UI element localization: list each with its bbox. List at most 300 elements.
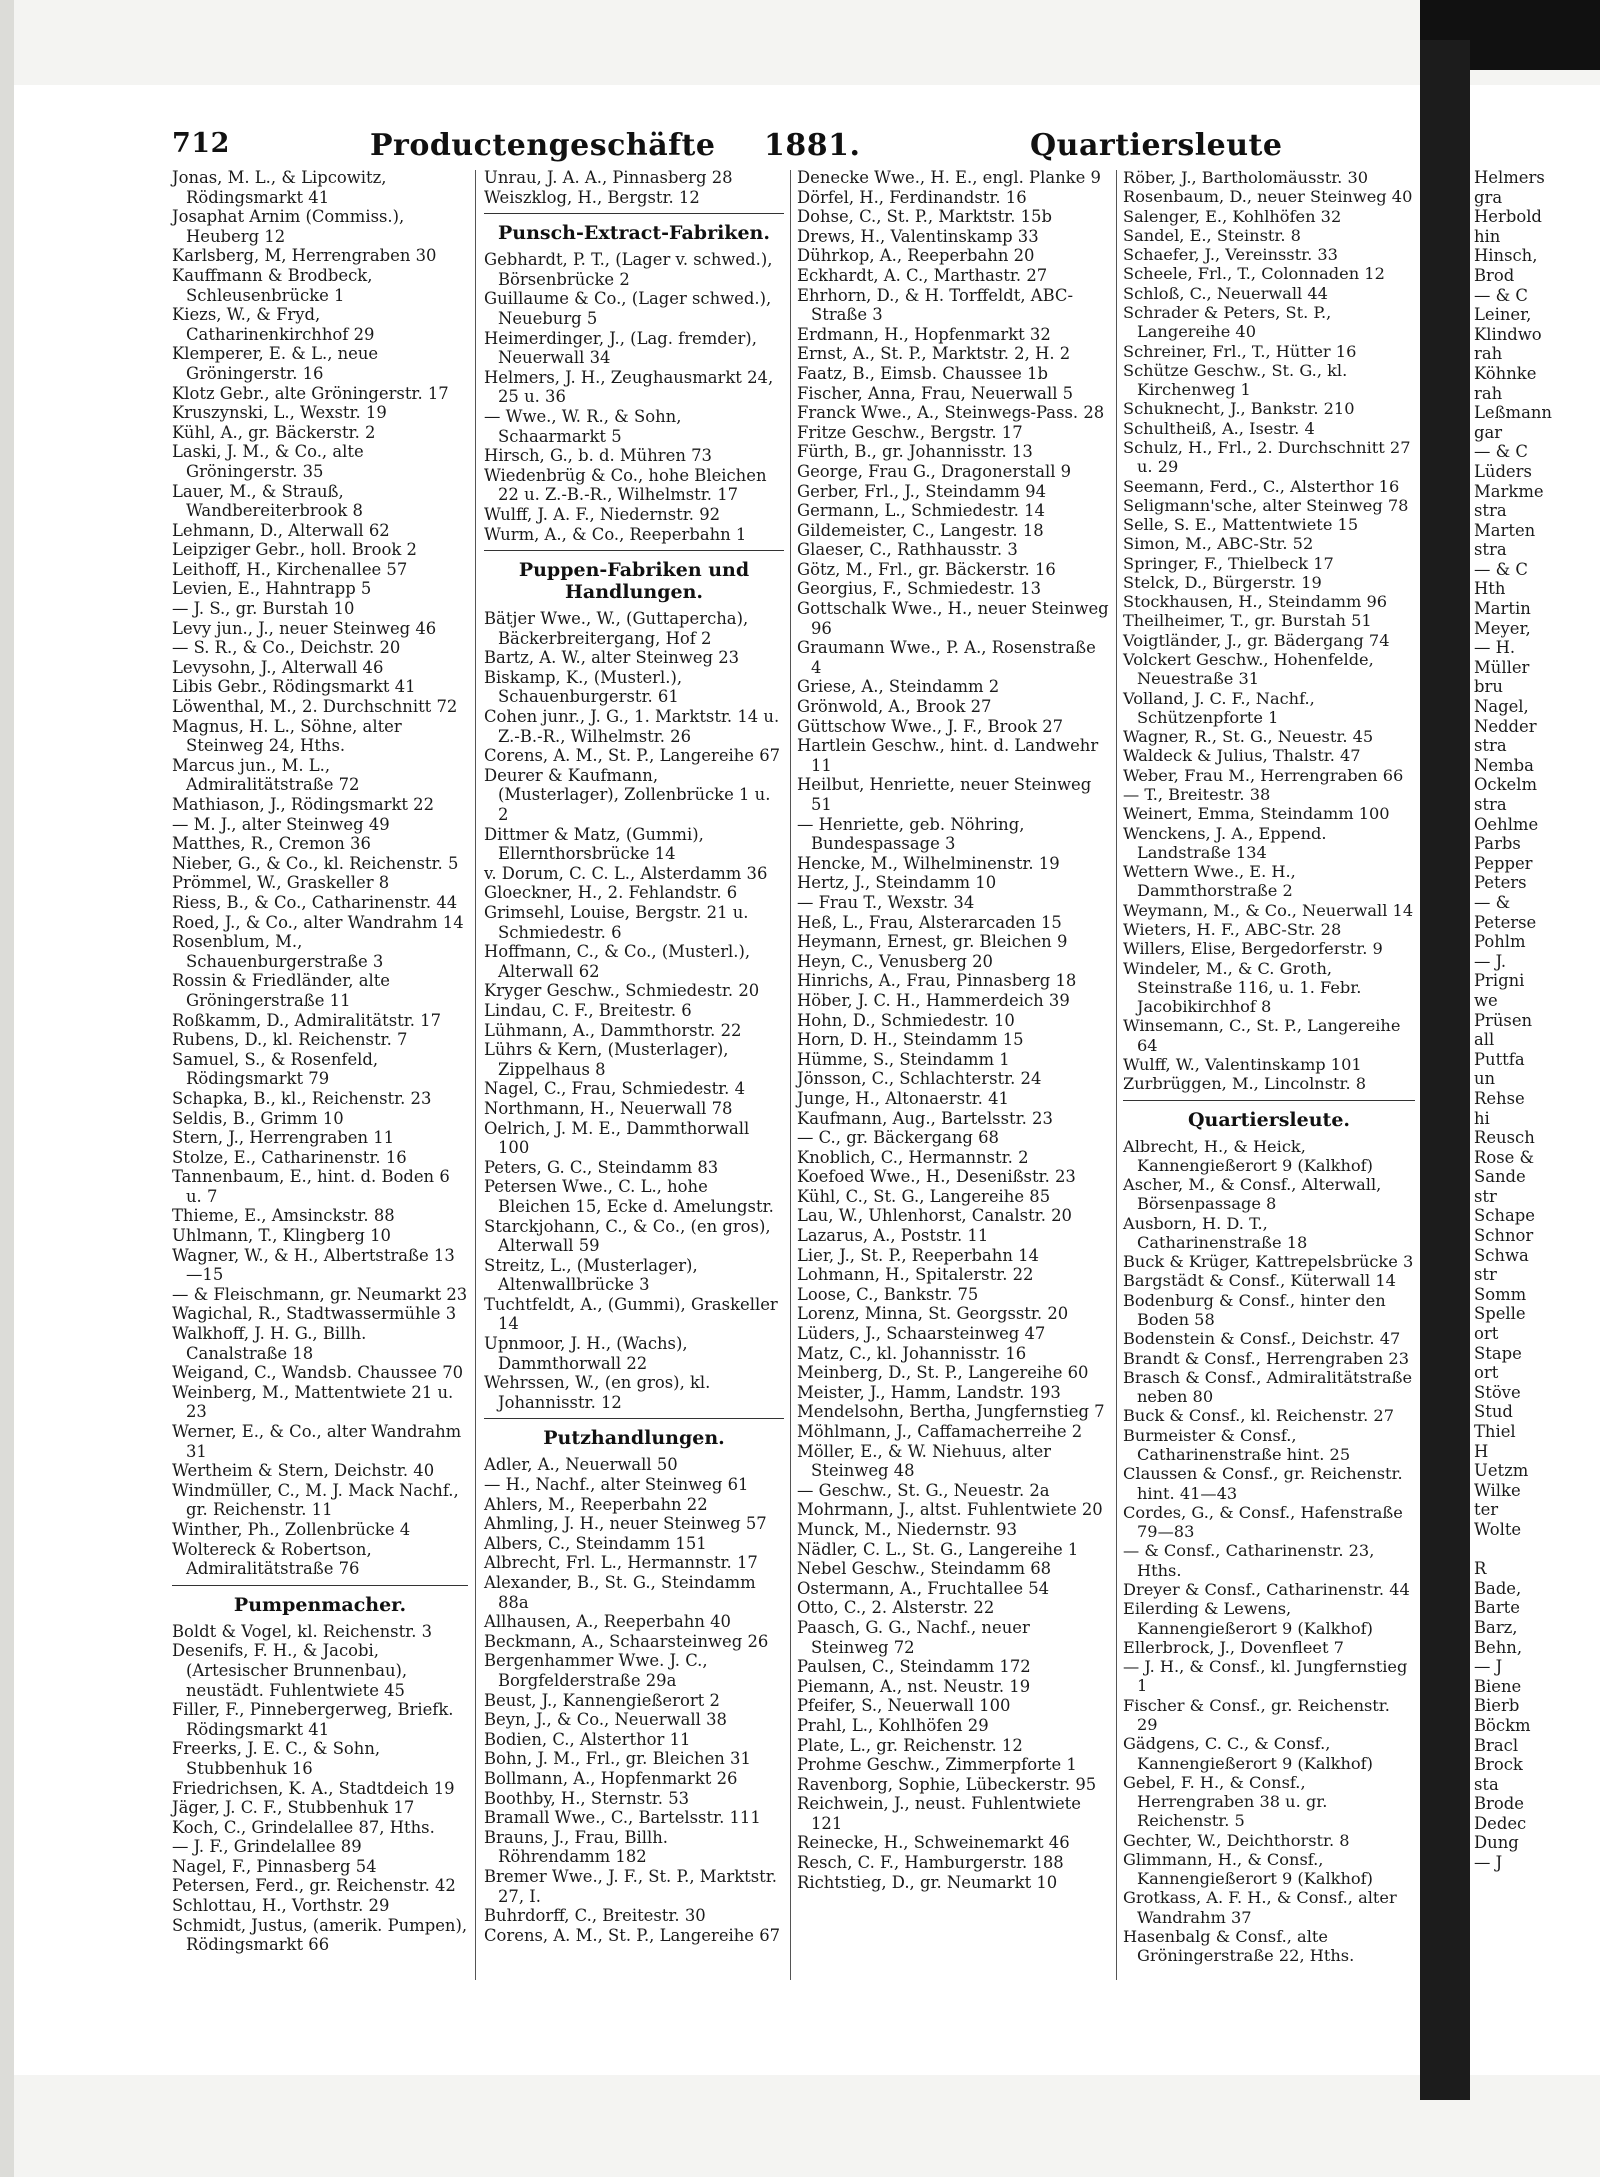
directory-entry: Wurm, A., & Co., Reeperbahn 1 (484, 524, 747, 544)
directory-entry: Schütze Geschw., St. G., kl. Kirchenweg 1 (1123, 360, 1348, 400)
directory-entry: Koch, C., Grindelallee 87, Hths. (172, 1817, 435, 1837)
directory-entry: Thieme, E., Amsinckstr. 88 (172, 1206, 395, 1226)
directory-entry: — T., Breitestr. 38 (1123, 785, 1271, 804)
directory-entry: Lauer, M., & Strauß, Wandbereiterbrook 8 (172, 481, 363, 521)
directory-entry: Oelrich, J. M. E., Dammthorwall 100 (484, 1118, 750, 1158)
directory-entry: Gloeckner, H., 2. Fehlandstr. 6 (484, 883, 738, 903)
next-page-fragment: Klindwo (1474, 324, 1542, 344)
next-page-fragment: — J. (1474, 951, 1507, 971)
header-left: Productengeschäfte (370, 128, 716, 163)
directory-entry: Ostermann, A., Fruchtallee 54 (797, 1578, 1050, 1598)
next-page-fragment: ort (1474, 1363, 1499, 1383)
next-page-fragment: Dung (1474, 1833, 1519, 1853)
directory-entry: Filler, F., Pinnebergerweg, Briefk. Rödingsmarkt 41 (172, 1700, 454, 1739)
directory-entry: — J. F., Grindelallee 89 (172, 1837, 362, 1857)
directory-entry: Sandel, E., Steinstr. 8 (1123, 225, 1301, 245)
next-page-fragment: Stöve (1474, 1382, 1521, 1402)
directory-entry: Winsemann, C., St. P., Langereihe 64 (1123, 1016, 1401, 1055)
next-page-fragment: — & (1474, 892, 1511, 912)
directory-entry: Wiedenbrüg & Co., hohe Bleichen 22 u. Z.-B.-R., Wilhelmstr. 17 (484, 465, 767, 505)
next-page-fragment: stra (1474, 540, 1507, 560)
directory-entry: Volckert Geschw., Hohenfelde, Neuestraße 31 (1123, 650, 1374, 689)
directory-entry: Fürth, B., gr. Johannisstr. 13 (797, 442, 1033, 462)
directory-entry: Paasch, G. G., Nachf., neuer Steinweg 72 (797, 1617, 1030, 1657)
directory-entry: Karlsberg, M, Herrengraben 30 (172, 246, 437, 266)
next-page-fragment: — & C (1474, 442, 1528, 462)
directory-entry: Grönwold, A., Brook 27 (797, 697, 992, 717)
directory-entry: Seemann, Ferd., C., Alsterthor 16 (1123, 476, 1400, 496)
directory-entry: Willers, Elise, Bergedorferstr. 9 (1123, 939, 1383, 959)
directory-entry: Bramall Wwe., C., Bartelsstr. 111 (484, 1808, 761, 1828)
next-page-fragment: Hinsch, (1474, 246, 1538, 266)
section-heading: Puppen-Fabriken und Handlungen. (518, 559, 750, 604)
directory-entry: Beust, J., Kannengießerort 2 (484, 1690, 720, 1710)
directory-entry: Tannenbaum, E., hint. d. Boden 6 u. 7 (172, 1167, 450, 1206)
directory-entry: — & Consf., Catharinenstr. 23, Hths. (1123, 1541, 1375, 1580)
directory-entry: Junge, H., Altonaerstr. 41 (797, 1088, 1009, 1108)
directory-entry: Weinberg, M., Mattentwiete 21 u. 23 (172, 1382, 454, 1422)
directory-entry: Schuknecht, J., Bankstr. 210 (1123, 399, 1355, 419)
directory-entry: Lüders, J., Schaarsteinweg 47 (797, 1324, 1046, 1344)
directory-entry: Gildemeister, C., Langestr. 18 (797, 520, 1044, 540)
directory-entry: Kühl, C., St. G., Langereihe 85 (797, 1186, 1051, 1206)
next-page-fragment: Pepper (1474, 853, 1533, 873)
directory-entry: Guillaume & Co., (Lager schwed.), Neueburg 5 (484, 289, 772, 328)
section-heading: Quartiersleute. (1187, 1108, 1351, 1131)
directory-entry: Petersen Wwe., C. L., hohe Bleichen 15, Ecke d. Amelungstr. (484, 1177, 774, 1216)
directory-entry: Bodenstein & Consf., Deichstr. 47 (1123, 1329, 1401, 1349)
directory-entry: Levy jun., J., neuer Steinweg 46 (172, 618, 437, 638)
directory-entry: Knoblich, C., Hermannstr. 2 (797, 1147, 1029, 1167)
directory-entry: Winther, Ph., Zollenbrücke 4 (172, 1519, 411, 1539)
directory-entry: Kiezs, W., & Fryd, Catharinenkirchhof 29 (172, 305, 375, 344)
next-page-fragment: stra (1474, 795, 1507, 814)
directory-entry: Desenifs, F. H., & Jacobi, (Artesischer Brunnenbau), neustädt. Fuhlentwiete 45 (172, 1641, 408, 1700)
directory-entry: Hohn, D., Schmiedestr. 10 (797, 1010, 1015, 1030)
directory-entry: Buck & Krüger, Kattrepelsbrücke 3 (1123, 1252, 1414, 1272)
next-page-fragment: gar (1474, 422, 1503, 442)
next-page-fragment: rah (1474, 383, 1503, 403)
next-page-fragment: Nedder (1474, 716, 1537, 736)
directory-entry: Deurer & Kaufmann, (Musterlager), Zollenbrücke 1 u. 2 (484, 765, 771, 825)
directory-entry: Heymann, Ernest, gr. Bleichen 9 (797, 932, 1068, 952)
next-page-fragment: Behn, (1474, 1637, 1523, 1657)
directory-entry: Reinecke, H., Schweinemarkt 46 (797, 1833, 1070, 1853)
book-gutter (1420, 40, 1470, 2100)
directory-entry: Laski, J. M., & Co., alte Gröningerstr. 35 (172, 442, 364, 481)
directory-entry: Cordes, G., & Consf., Hafenstraße 79—83 (1123, 1502, 1403, 1542)
next-page-fragment: Marten (1474, 520, 1536, 540)
directory-entry: Ahlers, M., Reeperbahn 22 (484, 1494, 708, 1514)
next-page-fragment: Peterse (1474, 912, 1537, 932)
directory-entry: Ascher, M., & Consf., Alterwall, Börsenpassage 8 (1123, 1175, 1382, 1214)
directory-entry: Resch, C. F., Hamburgerstr. 188 (797, 1853, 1064, 1873)
section-rule (1123, 1100, 1415, 1101)
directory-entry: Nebel Geschw., Steindamm 68 (797, 1559, 1052, 1579)
directory-entry: Dohse, C., St. P., Marktstr. 15b (797, 207, 1052, 227)
directory-entry: Wenckens, J. A., Eppend. Landstraße 134 (1123, 823, 1327, 862)
directory-entry: Uhlmann, T., Klingberg 10 (172, 1226, 391, 1246)
next-page-fragment: — & C (1474, 285, 1528, 305)
directory-entry: Otto, C., 2. Alsterstr. 22 (797, 1598, 995, 1618)
directory-entry: Roßkamm, D., Admiralitätstr. 17 (172, 1010, 442, 1030)
directory-entry: Piemann, A., nst. Neustr. 19 (797, 1676, 1031, 1696)
directory-entry: Ellerbrock, J., Dovenfleet 7 (1123, 1637, 1344, 1657)
directory-entry: Plate, L., gr. Reichenstr. 12 (797, 1735, 1023, 1755)
directory-entry: Wulff, W., Valentinskamp 101 (1123, 1054, 1362, 1074)
next-page-fragment: hi (1474, 1108, 1490, 1128)
directory-entry: Wulff, J. A. F., Niedernstr. 92 (484, 504, 721, 524)
directory-entry: Bodenburg & Consf., hinter den Boden 58 (1123, 1290, 1386, 1330)
next-page-edge (1470, 85, 1600, 2075)
next-page-fragment: Pohlm (1474, 932, 1526, 952)
directory-entry: Voigtländer, J., gr. Bädergang 74 (1123, 630, 1390, 650)
directory-entry: Nagel, F., Pinnasberg 54 (172, 1856, 377, 1876)
left-margin (0, 0, 14, 2177)
next-page-fragment: Müller (1474, 657, 1530, 677)
directory-entry: Magnus, H. L., Söhne, alter Steinweg 24, Hths. (172, 716, 402, 756)
directory-entry: Dittmer & Matz, (Gummi), Ellernthorsbrücke 14 (484, 824, 704, 864)
directory-entry: Heimerdinger, J., (Lag. fremder), Neuerwall 34 (484, 328, 757, 368)
directory-entry: Mathiason, J., Rödingsmarkt 22 (172, 795, 435, 814)
directory-entry: Schmidt, Justus, (amerik. Pumpen), Rödingsmarkt 66 (172, 1915, 468, 1955)
directory-entry: Brandt & Consf., Herrengraben 23 (1123, 1348, 1410, 1368)
directory-entry: Schlottau, H., Vorthstr. 29 (172, 1896, 390, 1916)
directory-entry: Klotz Gebr., alte Gröningerstr. 17 (172, 383, 449, 403)
directory-entry: Weber, Frau M., Herrengraben 66 (1123, 765, 1404, 785)
directory-entry: Hinrichs, A., Frau, Pinnasberg 18 (797, 971, 1077, 991)
directory-entry: Weymann, M., & Co., Neuerwall 14 (1123, 900, 1414, 920)
next-page-column (1474, 168, 1600, 1873)
directory-entry: Lier, J., St. P., Reeperbahn 14 (797, 1245, 1039, 1265)
directory-entry: Buck & Consf., kl. Reichenstr. 27 (1123, 1406, 1394, 1426)
directory-entry: Samuel, S., & Rosenfeld, Rödingsmarkt 79 (172, 1049, 379, 1089)
directory-entry: Springer, F., Thielbeck 17 (1123, 553, 1334, 573)
directory-entry: Albrecht, H., & Heick, Kannengießerort 9 (Kalkhof) (1123, 1136, 1373, 1175)
section-rule (484, 1418, 784, 1419)
directory-entry: Hencke, M., Wilhelminenstr. 19 (797, 853, 1060, 873)
directory-entry: Pfeifer, S., Neuerwall 100 (797, 1696, 1011, 1716)
directory-entry: Leipziger Gebr., holl. Brook 2 (172, 540, 417, 560)
directory-entry: Klemperer, E. & L., neue Gröningerstr. 16 (172, 344, 379, 383)
column-2 (484, 168, 784, 1945)
directory-entry: Schapka, B., kl., Reichenstr. 23 (172, 1088, 432, 1108)
directory-entry: Biskamp, K., (Musterl.), Schauenburgerstr. 61 (484, 667, 683, 707)
header-year: 1881. (764, 128, 861, 163)
next-page-fragment: Brode (1474, 1794, 1524, 1814)
next-page-fragment: Nagel, (1474, 697, 1529, 717)
directory-entry: George, Frau G., Dragonerstall 9 (797, 461, 1072, 481)
directory-entry: Griese, A., Steindamm 2 (797, 677, 1000, 697)
directory-entry: Hertz, J., Steindamm 10 (797, 873, 997, 893)
directory-entry: Weiszklog, H., Bergstr. 12 (484, 187, 700, 207)
directory-entry: Gebhardt, P. T., (Lager v. schwed.), Börsenbrücke 2 (484, 250, 773, 289)
directory-entry: Bergenhammer Wwe. J. C., Borgfelderstraße 29a (484, 1651, 708, 1690)
next-page-fragment: Martin (1474, 599, 1531, 619)
directory-entry: Dörfel, H., Ferdinandstr. 16 (797, 187, 1027, 207)
directory-entry: Nädler, C. L., St. G., Langereihe 1 (797, 1539, 1079, 1559)
directory-entry: Lührs & Kern, (Musterlager), Zippelhaus 8 (484, 1040, 729, 1079)
directory-entry: — S. R., & Co., Deichstr. 20 (172, 638, 401, 658)
next-page-fragment: Peters (1474, 873, 1527, 893)
page-number: 712 (172, 128, 230, 159)
directory-entry: Hirsch, G., b. d. Mühren 73 (484, 446, 712, 466)
directory-entry: Woltereck & Robertson, Admiralitätstraße 76 (172, 1539, 372, 1579)
directory-entry: Nagel, C., Frau, Schmiedestr. 4 (484, 1079, 746, 1099)
directory-entry: Claussen & Consf., gr. Reichenstr. hint. 41—43 (1123, 1464, 1403, 1503)
next-page-fragment: Rehse (1474, 1088, 1525, 1108)
directory-entry: Röber, J., Bartholomäusstr. 30 (1123, 168, 1369, 187)
directory-entry: Beckmann, A., Schaarsteinweg 26 (484, 1631, 769, 1651)
section-heading: Punsch-Extract-Fabriken. (498, 222, 770, 245)
directory-entry: Boldt & Vogel, kl. Reichenstr. 3 (172, 1621, 433, 1641)
next-page-fragment: Prüsen (1474, 1010, 1533, 1030)
directory-entry: Albers, C., Steindamm 151 (484, 1533, 707, 1553)
directory-entry: Georgius, F., Schmiedestr. 13 (797, 579, 1042, 599)
next-page-fragment: Parbs (1474, 834, 1521, 854)
directory-entry: Levysohn, J., Alterwall 46 (172, 657, 384, 677)
directory-entry: Meister, J., Hamm, Landstr. 193 (797, 1382, 1061, 1402)
next-page-fragment: — J (1474, 1853, 1503, 1873)
next-page-fragment: Prigni (1474, 971, 1525, 991)
directory-entry: Lazarus, A., Poststr. 11 (797, 1226, 989, 1246)
directory-entry: Helmers, J. H., Zeughausmarkt 24, 25 u. 36 (484, 367, 774, 407)
directory-entry: Hartlein Geschw., hint. d. Landwehr 11 (797, 736, 1099, 775)
directory-entry: Germann, L., Schmiedestr. 14 (797, 501, 1045, 521)
section-heading: Pumpenmacher. (233, 1593, 407, 1616)
directory-entry: Brauns, J., Frau, Billh. Röhrendamm 182 (484, 1827, 669, 1867)
directory-entry: Buhrdorff, C., Breitestr. 30 (484, 1906, 706, 1926)
section-rule (484, 550, 784, 551)
next-page-fragment: Helmers (1474, 168, 1545, 187)
next-page-fragment: str (1474, 1186, 1497, 1206)
directory-entry: Schulz, H., Frl., 2. Durchschnitt 27 u. 29 (1123, 437, 1411, 477)
directory-entry: Corens, A. M., St. P., Langereihe 67 (484, 746, 781, 766)
next-page-fragment: Schwa (1474, 1245, 1529, 1265)
directory-entry: Wertheim & Stern, Deichstr. 40 (172, 1461, 435, 1481)
directory-entry: Starckjohann, C., & Co., (en gros), Alterwall 59 (484, 1216, 771, 1256)
directory-entry: Dührkop, A., Reeperbahn 20 (797, 246, 1035, 266)
next-page-fragment: un (1474, 1069, 1496, 1089)
directory-entry: Götz, M., Frl., gr. Bäckerstr. 16 (797, 559, 1056, 579)
column-4 (1123, 168, 1415, 1966)
next-page-fragment: Böckm (1474, 1715, 1531, 1735)
directory-entry: Windmüller, C., M. J. Mack Nachf., gr. Reichenstr. 11 (172, 1480, 459, 1520)
directory-entry: Fritze Geschw., Bergstr. 17 (797, 422, 1023, 442)
directory-entry: Mendelsohn, Bertha, Jungfernstieg 7 (797, 1402, 1105, 1422)
directory-entry: Dreyer & Consf., Catharinenstr. 44 (1123, 1579, 1410, 1599)
directory-entry: Werner, E., & Co., alter Wandrahm 31 (172, 1422, 462, 1461)
directory-entry: Glimmann, H., & Consf., Kannengießerort 9 (Kalkhof) (1123, 1849, 1373, 1889)
directory-entry: Kauffmann & Brodbeck, Schleusenbrücke 1 (172, 265, 373, 305)
next-page-fragment: Bade, (1474, 1578, 1522, 1598)
directory-entry: Fischer, Anna, Frau, Neuerwall 5 (797, 383, 1074, 403)
directory-entry: Prahl, L., Kohlhöfen 29 (797, 1715, 989, 1735)
next-page-fragment: Bracl (1474, 1735, 1519, 1755)
directory-entry: Kaufmann, Aug., Bartelsstr. 23 (797, 1108, 1053, 1128)
directory-entry: Kryger Geschw., Schmiedestr. 20 (484, 981, 760, 1001)
next-page-fragment: sta (1474, 1774, 1499, 1794)
next-page-fragment: rah (1474, 344, 1503, 364)
next-page-fragment: hin (1474, 226, 1501, 246)
directory-entry: Levien, E., Hahntrapp 5 (172, 579, 372, 599)
directory-entry: Faatz, B., Eimsb. Chaussee 1b (797, 363, 1048, 383)
directory-entry: Adler, A., Neuerwall 50 (484, 1455, 678, 1475)
next-page-fragment: Lüders (1474, 461, 1532, 481)
directory-entry: Theilheimer, T., gr. Burstah 51 (1123, 611, 1372, 631)
directory-entry: Marcus jun., M. L., Admiralitätstraße 72 (172, 755, 360, 795)
directory-entry: Corens, A. M., St. P., Langereihe 67 (484, 1925, 781, 1945)
directory-entry: Brasch & Consf., Admiralitätstraße neben 80 (1123, 1367, 1413, 1407)
directory-entry: Bollmann, A., Hopfenmarkt 26 (484, 1768, 738, 1788)
directory-entry: Allhausen, A., Reeperbahn 40 (484, 1612, 731, 1632)
next-page-fragment: Schape (1474, 1206, 1535, 1226)
directory-entry: Meinberg, D., St. P., Langereihe 60 (797, 1363, 1089, 1383)
next-page-fragment: Hth (1474, 579, 1506, 599)
directory-entry: Löwenthal, M., 2. Durchschnitt 72 (172, 697, 458, 717)
directory-entry: — H., Nachf., alter Steinweg 61 (484, 1475, 749, 1495)
next-page-fragment: Barte (1474, 1598, 1520, 1618)
next-page-fragment: Meyer, (1474, 618, 1531, 638)
directory-entry: — M. J., alter Steinweg 49 (172, 814, 390, 834)
directory-entry: Nieber, G., & Co., kl. Reichenstr. 5 (172, 853, 459, 873)
directory-entry: Zurbrüggen, M., Lincolnstr. 8 (1123, 1074, 1367, 1094)
next-page-fragment: Markme (1474, 481, 1544, 501)
directory-entry: Lühmann, A., Dammthorstr. 22 (484, 1020, 742, 1040)
directory-entry: Eilerding & Lewens, Kannengießerort 9 (Kalkhof) (1123, 1599, 1373, 1638)
directory-entry: — & Fleischmann, gr. Neumarkt 23 (172, 1284, 468, 1304)
next-page-fragment: gra (1474, 187, 1503, 207)
next-page-fragment: stra (1474, 501, 1507, 521)
directory-entry: Lohmann, H., Spitalerstr. 22 (797, 1265, 1034, 1285)
directory-entry: Libis Gebr., Rödingsmarkt 41 (172, 677, 416, 697)
directory-entry: Friedrichsen, K. A., Stadtdeich 19 (172, 1778, 455, 1798)
directory-entry: Prömmel, W., Graskeller 8 (172, 873, 390, 893)
directory-entry: Matz, C., kl. Johannisstr. 16 (797, 1343, 1027, 1363)
directory-entry: Hasenbalg & Consf., alte Gröningerstraße 22, Hths. (1123, 1927, 1355, 1966)
directory-entry: — Henriette, geb. Nöhring, Bundespassage 3 (797, 814, 1025, 854)
directory-entry: Riess, B., & Co., Catharinenstr. 44 (172, 892, 458, 912)
directory-entry: Loose, C., Bankstr. 75 (797, 1284, 979, 1304)
directory-entry: Bargstädt & Consf., Küterwall 14 (1123, 1271, 1396, 1291)
directory-entry: Freerks, J. E. C., & Sohn, Stubbenhuk 16 (172, 1739, 381, 1778)
directory-entry: Jäger, J. C. F., Stubbenhuk 17 (172, 1798, 415, 1818)
next-page-fragment: Thiel (1474, 1422, 1516, 1441)
next-page-fragment (1474, 1540, 1600, 1560)
directory-entry: Jönsson, C., Schlachterstr. 24 (797, 1069, 1042, 1089)
directory-entry: Bartz, A. W., alter Steinweg 23 (484, 648, 740, 668)
directory-entry: Hümme, S., Steindamm 1 (797, 1049, 1010, 1069)
next-page-fragment: R (1474, 1559, 1487, 1579)
directory-entry: Stolze, E., Catharinenstr. 16 (172, 1147, 407, 1167)
next-page-fragment: Rose & (1474, 1147, 1535, 1167)
directory-entry: Eckhardt, A. C., Marthastr. 27 (797, 265, 1048, 285)
directory-entry: Matthes, R., Cremon 36 (172, 834, 371, 854)
next-page-fragment: ort (1474, 1324, 1499, 1344)
directory-entry: Prohme Geschw., Zimmerpforte 1 (797, 1755, 1077, 1775)
header-right: Quartiersleute (1030, 128, 1283, 163)
next-page-fragment: Puttfa (1474, 1049, 1525, 1069)
directory-entry: Rubens, D., kl. Reichenstr. 7 (172, 1030, 408, 1050)
directory-entry: Stockhausen, H., Steindamm 96 (1123, 592, 1388, 612)
directory-entry: Wieters, H. F., ABC-Str. 28 (1123, 919, 1342, 939)
column-separator (475, 170, 476, 1980)
directory-entry: Hoffmann, C., & Co., (Musterl.), Alterwall 62 (484, 942, 751, 981)
directory-entry: Ravenborg, Sophie, Lübeckerstr. 95 (797, 1774, 1097, 1794)
directory-entry: Wagner, R., St. G., Neuestr. 45 (1123, 727, 1374, 747)
directory-entry: Streitz, L., (Musterlager), Altenwallbrücke 3 (484, 1255, 698, 1295)
directory-entry: Bohn, J. M., Frl., gr. Bleichen 31 (484, 1749, 751, 1769)
next-page-fragment: Dedec (1474, 1813, 1527, 1833)
directory-entry: Stern, J., Herrengraben 11 (172, 1128, 395, 1148)
directory-entry: v. Dorum, C. C. L., Alsterdamm 36 (484, 863, 768, 883)
directory-entry: Cohen junr., J. G., 1. Marktstr. 14 u. Z.-B.-R., Wilhelmstr. 26 (484, 707, 780, 746)
directory-entry: Josaphat Arnim (Commiss.), Heuberg 12 (172, 207, 405, 246)
directory-entry: Graumann Wwe., P. A., Rosenstraße 4 (797, 638, 1096, 677)
section-rule (484, 213, 784, 214)
directory-entry: Drews, H., Valentinskamp 33 (797, 226, 1039, 246)
directory-entry: Upnmoor, J. H., (Wachs), Dammthorwall 22 (484, 1334, 688, 1373)
directory-entry: Lorenz, Minna, St. Georgsstr. 20 (797, 1304, 1069, 1324)
directory-entry: Salenger, E., Kohlhöfen 32 (1123, 206, 1342, 226)
directory-entry: Roed, J., & Co., alter Wandrahm 14 (172, 912, 464, 932)
directory-entry: — J. S., gr. Burstah 10 (172, 599, 355, 619)
next-page-fragment: Köhnke (1474, 363, 1537, 383)
directory-entry: Heilbut, Henriette, neuer Steinweg 51 (797, 775, 1092, 814)
directory-entry: Denecke Wwe., H. E., engl. Planke 9 (797, 168, 1101, 187)
directory-entry: Schaefer, J., Vereinsstr. 33 (1123, 245, 1338, 265)
directory-entry: Gottschalk Wwe., H., neuer Steinweg 96 (797, 599, 1109, 638)
next-page-fragment: Wolte (1474, 1519, 1522, 1539)
next-page-fragment: Leiner, (1474, 305, 1532, 325)
directory-entry: Schloß, C., Neuerwall 44 (1123, 283, 1328, 303)
directory-entry: Grimsehl, Louise, Bergstr. 21 u. Schmiedestr. 6 (484, 903, 749, 942)
directory-entry: Wagner, W., & H., Albertstraße 13—15 (172, 1245, 455, 1285)
directory-entry: Lehmann, D., Alterwall 62 (172, 520, 390, 540)
next-page-fragment: Stape (1474, 1343, 1522, 1363)
directory-entry: Lindau, C. F., Breitestr. 6 (484, 1000, 692, 1020)
directory-entry: Jonas, M. L., & Lipcowitz, Rödingsmarkt 41 (172, 168, 387, 207)
directory-entry: Möhlmann, J., Caffamacherreihe 2 (797, 1422, 1083, 1441)
directory-entry: Leithoff, H., Kirchenallee 57 (172, 559, 408, 579)
directory-entry: Gädgens, C. C., & Consf., Kannengießerort 9 (Kalkhof) (1123, 1734, 1373, 1773)
directory-entry: Stelck, D., Bürgerstr. 19 (1123, 572, 1322, 592)
directory-entry: Rosenblum, M., Schauenburgerstraße 3 (172, 932, 384, 971)
next-page-fragment: — J (1474, 1657, 1503, 1677)
directory-entry: Paulsen, C., Steindamm 172 (797, 1657, 1031, 1677)
next-page-fragment: Nemba (1474, 755, 1534, 775)
directory-entry: Burmeister & Consf., Catharinenstraße hint. 25 (1123, 1425, 1351, 1464)
directory-entry: Mohrmann, J., altst. Fuhlentwiete 20 (797, 1500, 1103, 1520)
next-page-fragment: bru (1474, 677, 1503, 697)
directory-entry: Richtstieg, D., gr. Neumarkt 10 (797, 1872, 1058, 1892)
column-separator (1116, 170, 1117, 1980)
directory-entry: — Wwe., W. R., & Sohn, Schaarmarkt 5 (484, 406, 682, 446)
directory-entry: Albrecht, Frl. L., Hermannstr. 17 (484, 1553, 758, 1573)
directory-entry: Bätjer Wwe., W., (Guttapercha), Bäckerbreitergang, Hof 2 (484, 609, 749, 648)
directory-entry: — Frau T., Wexstr. 34 (797, 892, 975, 912)
directory-entry: Unrau, J. A. A., Pinnasberg 28 (484, 168, 733, 187)
directory-entry: Rossin & Friedländer, alte Gröningerstraße 11 (172, 971, 390, 1010)
directory-entry: Beyn, J., & Co., Neuerwall 38 (484, 1710, 727, 1730)
directory-entry: Schultheiß, A., Isestr. 4 (1123, 418, 1315, 438)
directory-entry: Wettern Wwe., E. H., Dammthorstraße 2 (1123, 862, 1296, 901)
next-page-fragment: — & C (1474, 559, 1528, 579)
directory-entry: Boothby, H., Sternstr. 53 (484, 1788, 690, 1808)
next-page-fragment: Schnor (1474, 1226, 1534, 1246)
directory-entry: Erdmann, H., Hopfenmarkt 32 (797, 324, 1051, 344)
directory-entry: Reichwein, J., neust. Fuhlentwiete 121 (797, 1794, 1081, 1833)
